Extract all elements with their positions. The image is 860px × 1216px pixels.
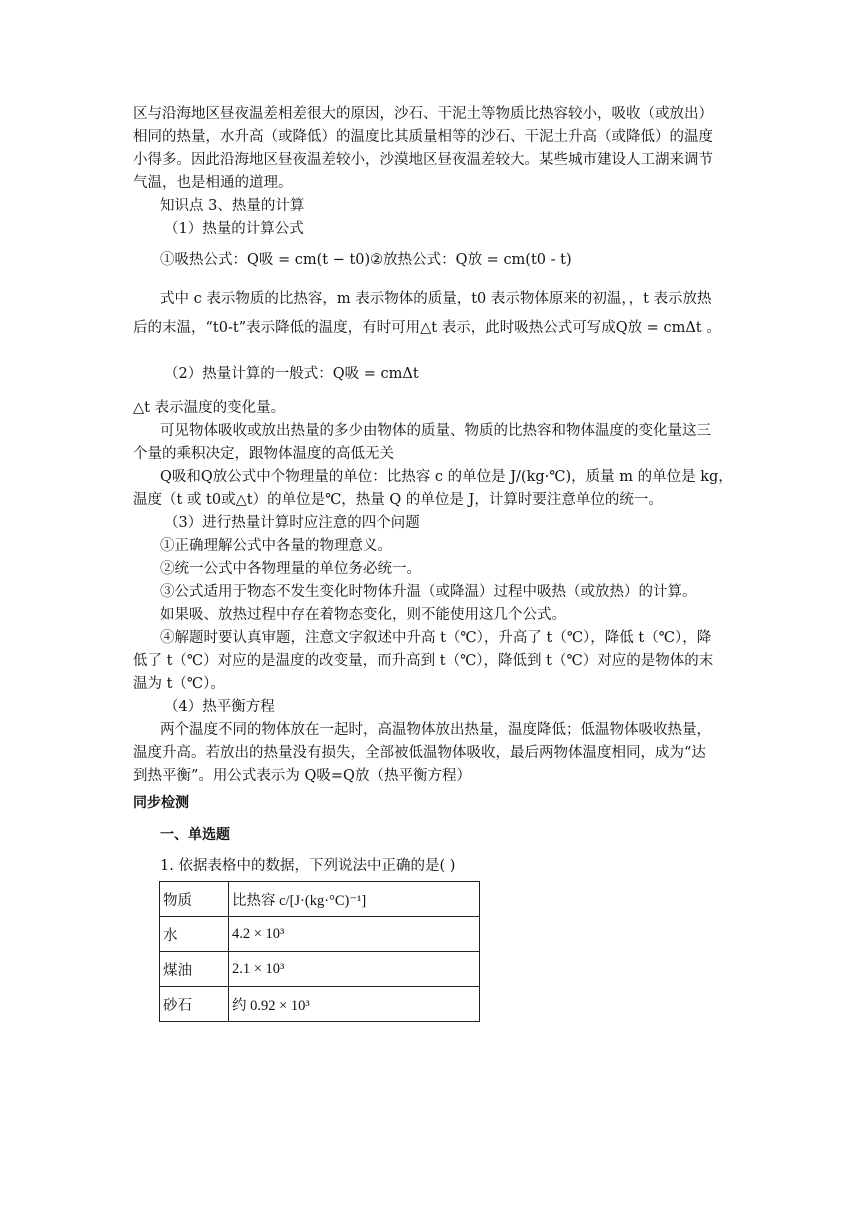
table-cell: 砂石 bbox=[160, 987, 229, 1022]
knowledge-point-title: 知识点 3、热量的计算 bbox=[160, 198, 305, 214]
paragraph-line: 气温，也是相通的道理。 bbox=[133, 175, 293, 191]
table-row bbox=[160, 987, 480, 1022]
paragraph-line: 温度升高。若放出的热量没有损失，全部被低温物体吸收，最后两物体温度相同，成为“达 bbox=[133, 745, 706, 761]
table-header-cell: 物质 bbox=[160, 882, 229, 917]
list-item: ②统一公式中各物理量的单位务必统一。 bbox=[160, 561, 421, 577]
paragraph-line: 后的末温，“t0-t”表示降低的温度，有时可用△t 表示，此时吸热公式可写成Q放 = cmΔt 。 bbox=[133, 320, 721, 336]
table-cell: 煤油 bbox=[160, 952, 229, 987]
formula-line: ①吸热公式：Q吸 = cm(t − t0)②放热公式：Q放 = cm(t0 - t) bbox=[160, 252, 572, 268]
paragraph-line: 可见物体吸收或放出热量的多少由物体的质量、物质的比热容和物体温度的变化量这三 bbox=[160, 423, 711, 439]
paragraph-line: 式中 c 表示物质的比热容，m 表示物体的质量，t0 表示物体原来的初温，，t 表示放热 bbox=[160, 291, 712, 307]
paragraph-line: 到热平衡”。用公式表示为 Q吸=Q放（热平衡方程） bbox=[133, 768, 471, 784]
table-cell: 约 0.92 × 10³ bbox=[229, 987, 480, 1022]
table-row bbox=[160, 917, 480, 952]
subsection-heading: （3）进行热量计算时应注意的四个问题 bbox=[164, 515, 420, 531]
table-row bbox=[160, 952, 480, 987]
list-item: ④解题时要认真审题，注意文字叙述中升高 t（℃），升高了 t（℃），降低 t（℃），降 bbox=[160, 630, 712, 646]
section-title: 同步检测 bbox=[133, 795, 189, 811]
table-cell: 2.1 × 10³ bbox=[229, 952, 480, 987]
list-item: ③公式适用于物态不发生变化时物体升温（或降温）过程中吸热（或放热）的计算。 bbox=[160, 584, 697, 600]
table-header-cell: 比热容 c/[J·(kg·°C)⁻¹] bbox=[229, 882, 480, 917]
paragraph-line: 温度（t 或 t0或△t）的单位是℃，热量 Q 的单位是 J，计算时要注意单位的统一。 bbox=[133, 492, 663, 508]
paragraph-line: 相同的热量，水升高（或降低）的温度比其质量相等的沙石、干泥土升高（或降低）的温度 bbox=[133, 129, 713, 145]
list-item: 如果吸、放热过程中存在着物态变化，则不能使用这几个公式。 bbox=[160, 607, 566, 623]
table-header-row bbox=[160, 882, 480, 917]
list-item: 温为 t（℃）。 bbox=[133, 676, 225, 692]
paragraph-line: Q吸和Q放公式中个物理量的单位：比热容 c 的单位是 J/(kg·℃)，质量 m 的单位是 kg， bbox=[160, 469, 733, 485]
specific-heat-table bbox=[159, 881, 480, 1022]
subsection-heading: （1）热量的计算公式 bbox=[164, 221, 304, 237]
section-subtitle: 一、单选题 bbox=[160, 827, 230, 843]
paragraph-line: △t 表示温度的变化量。 bbox=[133, 400, 286, 416]
subsection-heading: （4）热平衡方程 bbox=[164, 699, 275, 715]
paragraph-line: 两个温度不同的物体放在一起时，高温物体放出热量，温度降低；低温物体吸收热量， bbox=[160, 722, 711, 738]
paragraph-line: 小得多。因此沿海地区昼夜温差较小，沙漠地区昼夜温差较大。某些城市建设人工湖来调节 bbox=[133, 152, 713, 168]
table-cell: 水 bbox=[160, 917, 229, 952]
table-cell: 4.2 × 10³ bbox=[229, 917, 480, 952]
list-item: 低了 t（℃）对应的是温度的改变量，而升高到 t（℃），降低到 t（℃）对应的是物体的末 bbox=[133, 653, 714, 669]
question-text: 1. 依据表格中的数据，下列说法中正确的是( ) bbox=[160, 858, 456, 874]
paragraph-line: 个量的乘积决定，跟物体温度的高低无关 bbox=[133, 446, 394, 462]
subsection-heading: （2）热量计算的一般式：Q吸 = cmΔt bbox=[164, 366, 419, 382]
list-item: ①正确理解公式中各量的物理意义。 bbox=[160, 538, 392, 554]
paragraph-line: 区与沿海地区昼夜温差相差很大的原因，沙石、干泥土等物质比热容较小，吸收（或放出） bbox=[133, 106, 713, 122]
